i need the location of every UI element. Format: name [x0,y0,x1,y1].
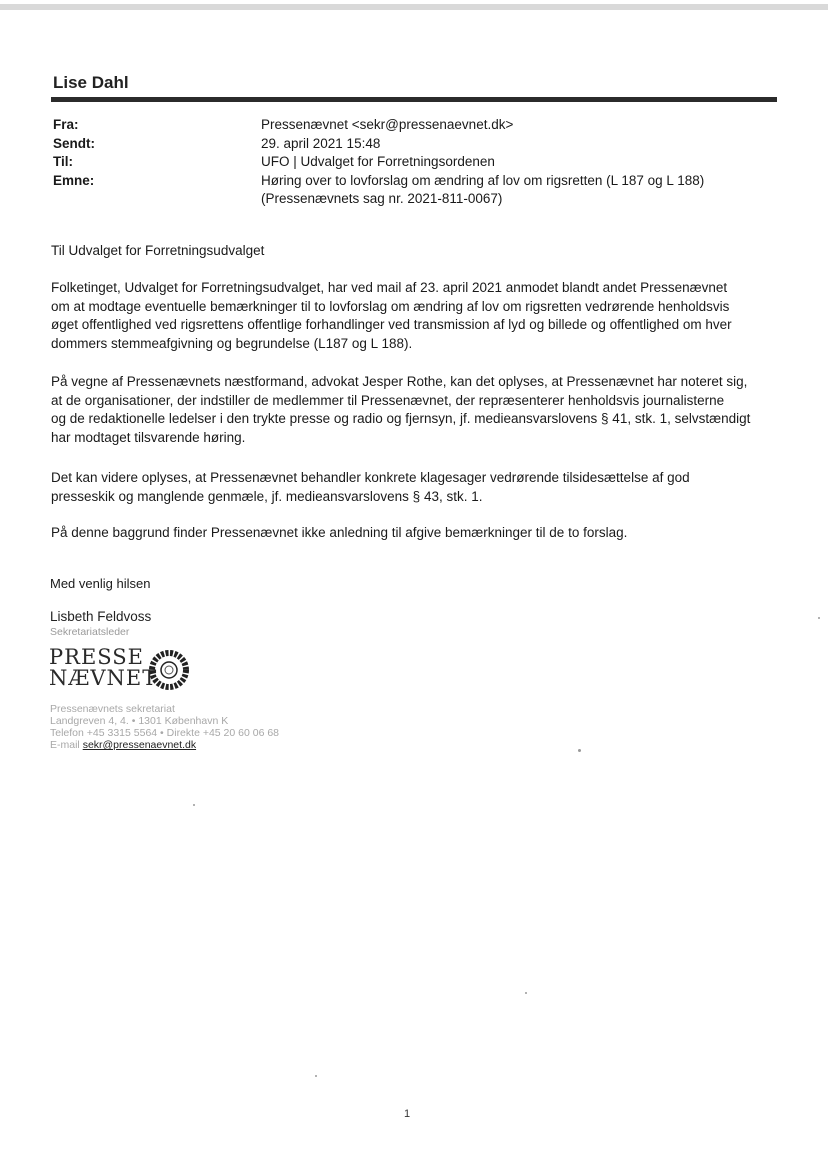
paragraph-request [51,279,777,353]
paragraph-line: Folketinget, Udvalget for Forretningsudvalget, har ved mail af 23. april 2021 anmodet blandt andet Pressenævnet [51,280,728,295]
contact-email-link[interactable]: sekr@pressenaevnet.dk [82,739,197,751]
header-row-subject [53,172,773,209]
paragraph-line: om at modtage eventuelle bemærkninger til to lovforslag om ændring af lov om rigsretten vedrørende henholdsvis [51,298,730,314]
contact-phone: Telefon +45 3315 5564 • Direkte +45 20 60 06 68 [50,727,280,739]
page-number: 1 [404,1108,411,1120]
sent-label: Sendt: [53,135,95,151]
pressenaevnet-logo [49,647,199,693]
from-value: Pressenævnet <sekr@pressenaevnet.dk> [261,117,514,132]
from-label: Fra: [53,117,79,132]
paragraph-organisations [51,373,777,447]
to-value: UFO | Udvalget for Forretningsordenen [261,154,495,169]
paragraph-line: dommers stemmeafgivning og begrundelse (L187 og L 188). [51,335,413,351]
subject-line-2: (Pressenævnets sag nr. 2021-811-0067) [261,191,503,206]
header-divider [51,97,777,102]
scan-speck [525,992,527,994]
header-row-from [53,116,773,135]
subject-line-1: Høring over to lovforslag om ændring af lov om rigsretten (L 187 og L 188) [261,172,705,188]
header-row-to [53,153,773,172]
paragraph-line: og de redaktionelle ledelser i den trykte presse og radio og fjernsyn, jf. medieansvarslovens § 41, stk. 1, selvstændigt [51,411,751,426]
email-header [53,116,773,209]
closing-phrase: Med venlig hilsen [50,576,151,591]
contact-address: Landgreven 4, 4. • 1301 København K [50,715,229,727]
subject-value [261,172,773,209]
paragraph-line: øget offentlighed ved rigsrettens offentlige forhandlinger ved transmission af lyd og billede og offentlighed om hver [51,317,732,332]
header-row-sent [53,135,773,154]
contact-office: Pressenævnets sekretariat [50,703,175,715]
scan-speck [193,804,195,806]
paragraph-conclusion: På denne baggrund finder Pressenævnet ikke anledning til afgive bemærkninger til de to forslag. [51,525,628,540]
contact-block [50,703,279,751]
paragraph-line: at de organisationer, der indstiller de medlemmer til Pressenævnet, der repræsenterer henholdsvis journalisterne [51,392,725,408]
contact-email-label: E-mail [50,739,80,751]
paragraph-line: har modtaget tilsvarende høring. [51,429,246,445]
paragraph-complaints [51,469,777,506]
mailbox-owner-name: Lise Dahl [53,73,129,92]
scan-top-edge [0,4,828,10]
signatory-title: Sekretariatsleder [50,626,130,638]
scan-speck [818,617,820,619]
contact-email-row [50,739,279,751]
paragraph-line: presseskik og manglende genmæle, jf. medieansvarslovens § 43, stk. 1. [51,488,483,504]
signatory-name: Lisbeth Feldvoss [50,609,152,624]
logo-wordmark: PRESSE NÆVNET [49,645,158,690]
greeting: Til Udvalget for Forretningsudvalget [51,243,265,258]
paragraph-line: På vegne af Pressenævnets næstformand, advokat Jesper Rothe, kan det oplyses, at Pressenævnet har noteret sig, [51,374,748,389]
scan-speck [315,1075,317,1077]
scan-speck [578,749,581,752]
subject-label: Emne: [53,172,95,188]
sent-value: 29. april 2021 15:48 [261,135,381,151]
paragraph-line: Det kan videre oplyses, at Pressenævnet behandler konkrete klagesager vedrørende tilsidesættelse af god [51,470,690,485]
logo-emblem-icon [148,650,190,690]
to-label: Til: [53,154,73,169]
